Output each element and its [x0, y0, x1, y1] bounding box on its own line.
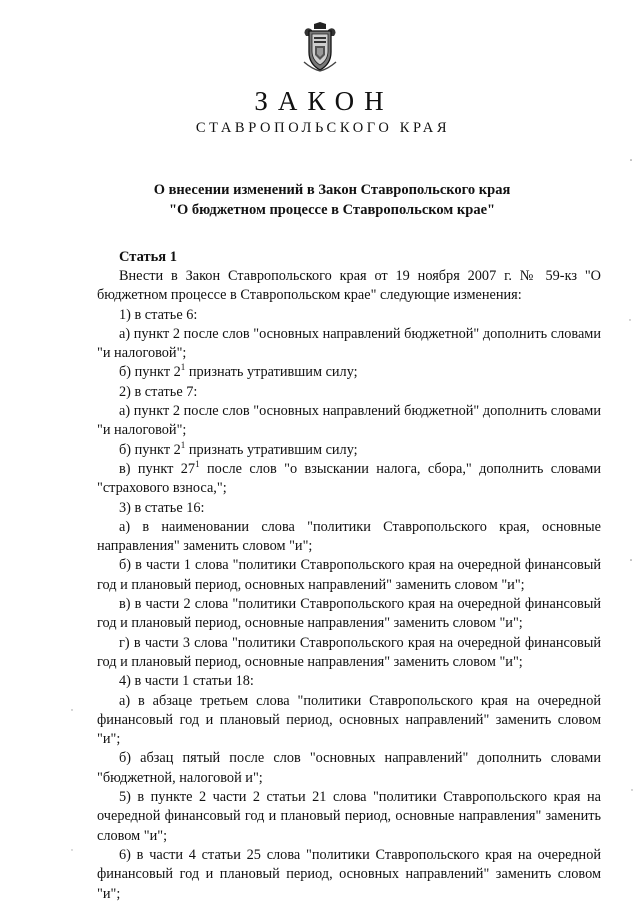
- amendment-item: б) в части 1 слова "политики Ставропольского края на очередной финансовый год и плановый период, основных направлений" заменить словом "и";: [97, 557, 601, 593]
- law-subject-line: "О бюджетном процессе в Ставропольском крае": [168, 202, 496, 218]
- region-name: СТАВРОПОЛЬСКОГО КРАЯ: [195, 120, 451, 136]
- amendment-item: 5) в пункте 2 части 2 статьи 21 слова "политики Ставропольского края на очередной финансовый год и плановый период, основные направления" заменить словом "и";: [97, 789, 601, 844]
- scan-artifacts: [628, 140, 634, 900]
- amendment-item: 4) в части 1 статьи 18:: [119, 673, 254, 690]
- scan-artifacts: [70, 700, 74, 900]
- article-body: [97, 267, 601, 904]
- amendment-item: 1) в статье 6:: [119, 306, 198, 323]
- article-intro: Внести в Закон Ставропольского края от 19 ноября 2007 г. № 59-кз "О бюджетном процессе в Ставропольском крае" следующие изменения:: [97, 268, 601, 304]
- amendment-item: 3) в статье 16:: [119, 499, 205, 516]
- law-title: ЗАКОН: [254, 86, 394, 116]
- amendment-item: в) в части 2 слова "политики Ставропольского края на очередной финансовый год и плановый период, основные направления" заменить словом "и";: [97, 596, 601, 632]
- law-subject: [0, 180, 640, 220]
- amendment-item: б) пункт $2^1$ признать утратившим силу;: [119, 439, 358, 458]
- law-subject-line: О внесении изменений в Закон Ставропольского края: [153, 182, 511, 198]
- amendment-item: а) пункт 2 после слов "основных направлений бюджетной" дополнить словами "и налоговой";: [97, 325, 601, 362]
- amendment-item: б) абзац пятый после слов "основных направлений" дополнить словами "бюджетной, налоговой и";: [97, 750, 601, 786]
- amendment-item: а) в абзаце третьем слова "политики Ставропольского края на очередной финансовый год и плановый период, основных направлений" заменить словом "и";: [97, 692, 601, 748]
- amendment-item: а) в наименовании слова "политики Ставропольского края, основные направления" заменить словом "и";: [97, 518, 601, 555]
- article-heading: Статья 1: [119, 249, 177, 265]
- amendment-item: а) пункт 2 после слов "основных направлений бюджетной" дополнить словами "и налоговой";: [97, 403, 601, 439]
- amendment-item: в) пункт $27^1$ после слов "о взыскании налога, сбора," дополнить словами "страхового взноса,";: [97, 459, 602, 497]
- amendment-item: 2) в статье 7:: [119, 383, 198, 400]
- amendment-item: б) пункт $2^1$ признать утратившим силу;: [119, 362, 358, 381]
- amendment-item: г) в части 3 слова "политики Ставропольского края на очередной финансовый год и плановый период, основные направления" заменить словом "и";: [97, 634, 601, 670]
- coat-of-arms-icon: [300, 22, 340, 72]
- amendment-item: 6) в части 4 статьи 25 слова "политики Ставропольского края на очередной финансовый год и плановый период, основных направлений" заменить словом "и";: [97, 846, 601, 902]
